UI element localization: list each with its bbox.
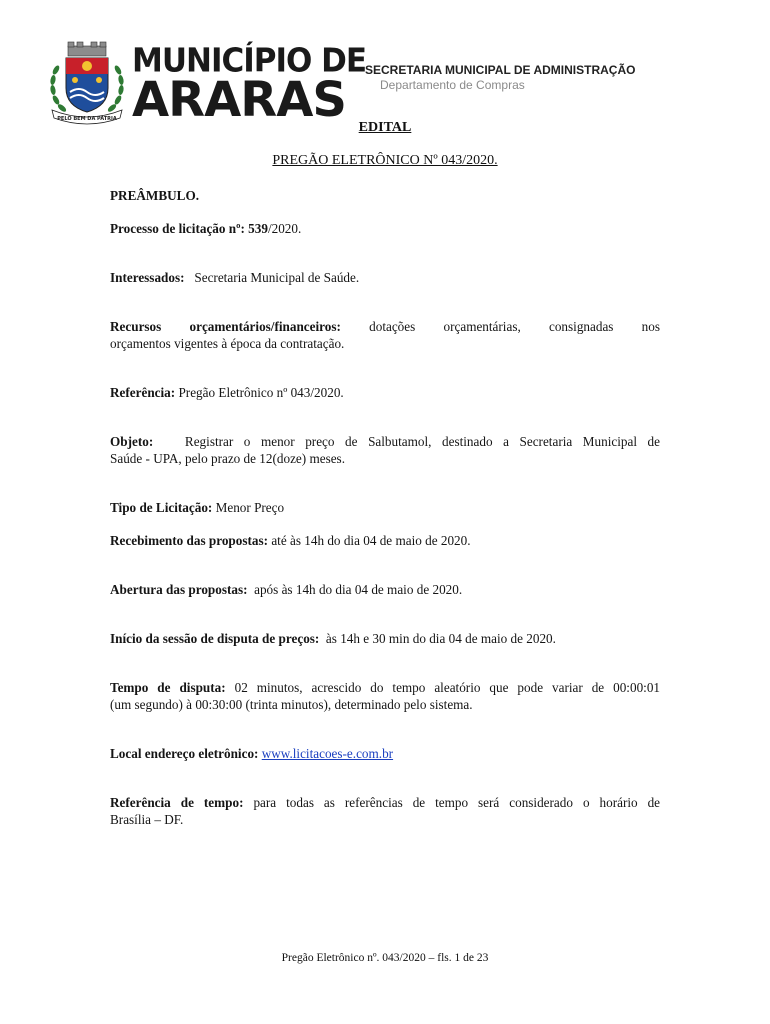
document-title: EDITAL: [358, 120, 412, 135]
inicio-paragraph: Início da sessão de disputa de preços: às 14h e 30 min do dia 04 de maio de 2020.: [110, 631, 556, 646]
tempo-paragraph: Tempo de disputa: 02 minutos, acrescido do tempo aleatório que pode variar de 00:00:01 (um segundo) à 00:30:00 (trinta minutos), determinado pelo sistema.: [110, 680, 661, 712]
interessados-paragraph: Interessados: Secretaria Municipal de Saúde.: [110, 270, 360, 285]
mural-crown-icon: [68, 42, 106, 56]
processo-paragraph: Processo de licitação nº: 539/2020.: [110, 221, 302, 236]
ref-tempo-paragraph: Referência de tempo: para todas as referências de tempo será considerado o horário de Brasília – DF.: [110, 795, 661, 827]
municipal-crest-logo: [44, 40, 130, 126]
wordmark-line2: ARARAS: [132, 72, 346, 128]
recebimento-paragraph: Recebimento das propostas: até às 14h do dia 04 de maio de 2020.: [110, 533, 471, 548]
municipality-wordmark: [132, 41, 367, 128]
page-footer: Pregão Eletrônico nº. 043/2020 – fls. 1 de 23: [281, 952, 489, 964]
referencia-paragraph: Referência: Pregão Eletrônico nº 043/2020.: [110, 385, 344, 400]
laurel-left-icon: [50, 64, 68, 113]
tipo-paragraph: Tipo de Licitação: Menor Preço: [110, 500, 285, 515]
preambulo-heading: PREÂMBULO.: [110, 188, 200, 203]
wordmark-line1: MUNICÍPIO DE: [132, 41, 367, 80]
header-departamento: Departamento de Compras: [380, 78, 525, 92]
recursos-paragraph: Recursos orçamentários/financeiros: dotações orçamentárias, consignadas nos orçamentos vigentes à época da contratação.: [110, 319, 660, 351]
laurel-right-icon: [107, 64, 125, 113]
abertura-paragraph: Abertura das propostas: após às 14h do dia 04 de maio de 2020.: [110, 582, 463, 597]
document-subtitle: PREGÃO ELETRÔNICO Nº 043/2020.: [272, 153, 498, 168]
local-paragraph: Local endereço eletrônico: www.licitacoes-e.com.br: [110, 746, 394, 761]
objeto-paragraph: Objeto: Registrar o menor preço de Salbutamol, destinado a Secretaria Municipal de Saúde - UPA, pelo prazo de 12(doze) meses.: [110, 434, 661, 466]
licitacoes-link[interactable]: www.licitacoes-e.com.br: [261, 746, 394, 761]
header-secretaria: SECRETARIA MUNICIPAL DE ADMINISTRAÇÃO: [365, 63, 636, 77]
crest-motto: PELO BEM DA PÁTRIA: [57, 116, 117, 122]
